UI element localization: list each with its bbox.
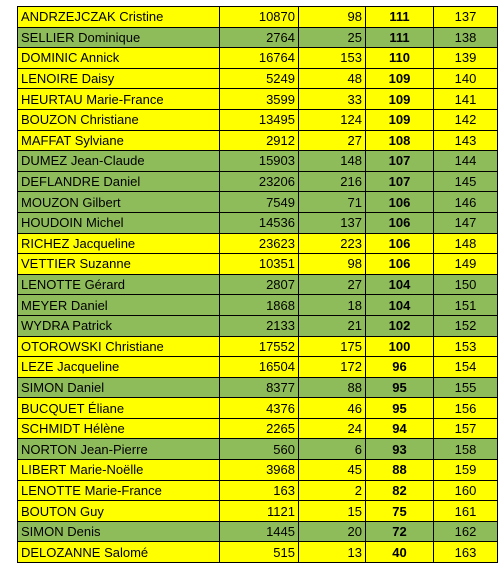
name-cell: RICHEZ Jacqueline (18, 233, 220, 254)
rank-cell: 155 (434, 377, 498, 398)
score-cell: 104 (366, 295, 434, 316)
value-a-cell: 23206 (220, 171, 299, 192)
value-a-cell: 2764 (220, 27, 299, 48)
score-cell: 106 (366, 254, 434, 275)
rank-cell: 158 (434, 439, 498, 460)
value-a-cell: 1445 (220, 521, 299, 542)
table-row (18, 27, 498, 48)
value-b-cell: 13 (299, 542, 366, 563)
table-row (18, 130, 498, 151)
value-b-cell: 175 (299, 336, 366, 357)
value-b-cell: 137 (299, 212, 366, 233)
value-a-cell: 1121 (220, 501, 299, 522)
score-cell: 94 (366, 418, 434, 439)
value-b-cell: 21 (299, 315, 366, 336)
rank-cell: 139 (434, 48, 498, 69)
name-cell: DEFLANDRE Daniel (18, 171, 220, 192)
score-cell: 88 (366, 460, 434, 481)
value-a-cell: 10870 (220, 7, 299, 28)
score-cell: 108 (366, 130, 434, 151)
value-a-cell: 13495 (220, 109, 299, 130)
score-cell: 106 (366, 233, 434, 254)
rank-cell: 145 (434, 171, 498, 192)
table-row (18, 480, 498, 501)
score-cell: 111 (366, 7, 434, 28)
score-cell: 72 (366, 521, 434, 542)
value-a-cell: 2265 (220, 418, 299, 439)
score-cell: 75 (366, 501, 434, 522)
value-b-cell: 148 (299, 151, 366, 172)
score-cell: 106 (366, 192, 434, 213)
value-a-cell: 23623 (220, 233, 299, 254)
rank-cell: 156 (434, 398, 498, 419)
table-row (18, 233, 498, 254)
value-b-cell: 45 (299, 460, 366, 481)
table-row (18, 171, 498, 192)
value-a-cell: 14536 (220, 212, 299, 233)
value-b-cell: 48 (299, 68, 366, 89)
table-row (18, 254, 498, 275)
table-row (18, 501, 498, 522)
table-row (18, 89, 498, 110)
name-cell: MEYER Daniel (18, 295, 220, 316)
rank-cell: 159 (434, 460, 498, 481)
rank-cell: 151 (434, 295, 498, 316)
value-b-cell: 33 (299, 89, 366, 110)
name-cell: DELOZANNE Salomé (18, 542, 220, 563)
score-cell: 107 (366, 151, 434, 172)
table-row (18, 151, 498, 172)
name-cell: LIBERT Marie-Noëlle (18, 460, 220, 481)
value-b-cell: 153 (299, 48, 366, 69)
score-cell: 109 (366, 89, 434, 110)
score-cell: 109 (366, 68, 434, 89)
value-a-cell: 15903 (220, 151, 299, 172)
table-row (18, 460, 498, 481)
value-b-cell: 46 (299, 398, 366, 419)
value-a-cell: 7549 (220, 192, 299, 213)
value-a-cell: 2912 (220, 130, 299, 151)
rank-cell: 142 (434, 109, 498, 130)
ranking-table-body (18, 7, 498, 563)
rank-cell: 160 (434, 480, 498, 501)
value-a-cell: 163 (220, 480, 299, 501)
table-row (18, 336, 498, 357)
value-a-cell: 3599 (220, 89, 299, 110)
value-b-cell: 223 (299, 233, 366, 254)
ranking-table (17, 6, 498, 563)
name-cell: BOUZON Christiane (18, 109, 220, 130)
value-b-cell: 124 (299, 109, 366, 130)
score-cell: 104 (366, 274, 434, 295)
name-cell: NORTON Jean-Pierre (18, 439, 220, 460)
score-cell: 106 (366, 212, 434, 233)
score-cell: 107 (366, 171, 434, 192)
rank-cell: 140 (434, 68, 498, 89)
score-cell: 102 (366, 315, 434, 336)
name-cell: SCHMIDT Hélène (18, 418, 220, 439)
table-row (18, 377, 498, 398)
table-row (18, 521, 498, 542)
score-cell: 109 (366, 109, 434, 130)
score-cell: 93 (366, 439, 434, 460)
table-row (18, 192, 498, 213)
table-row (18, 68, 498, 89)
value-b-cell: 15 (299, 501, 366, 522)
score-cell: 110 (366, 48, 434, 69)
name-cell: DUMEZ Jean-Claude (18, 151, 220, 172)
value-a-cell: 10351 (220, 254, 299, 275)
table-row (18, 357, 498, 378)
rank-cell: 144 (434, 151, 498, 172)
name-cell: MOUZON Gilbert (18, 192, 220, 213)
name-cell: WYDRA Patrick (18, 315, 220, 336)
value-a-cell: 16504 (220, 357, 299, 378)
rank-cell: 154 (434, 357, 498, 378)
name-cell: HOUDOIN Michel (18, 212, 220, 233)
name-cell: MAFFAT Sylviane (18, 130, 220, 151)
value-b-cell: 88 (299, 377, 366, 398)
rank-cell: 148 (434, 233, 498, 254)
rank-cell: 153 (434, 336, 498, 357)
name-cell: LEZE Jacqueline (18, 357, 220, 378)
score-cell: 40 (366, 542, 434, 563)
name-cell: VETTIER Suzanne (18, 254, 220, 275)
value-b-cell: 27 (299, 274, 366, 295)
name-cell: SIMON Daniel (18, 377, 220, 398)
score-cell: 111 (366, 27, 434, 48)
value-b-cell: 172 (299, 357, 366, 378)
table-row (18, 315, 498, 336)
score-cell: 95 (366, 398, 434, 419)
table-row (18, 439, 498, 460)
value-a-cell: 16764 (220, 48, 299, 69)
rank-cell: 141 (434, 89, 498, 110)
score-cell: 96 (366, 357, 434, 378)
name-cell: BOUTON Guy (18, 501, 220, 522)
value-a-cell: 2807 (220, 274, 299, 295)
value-a-cell: 8377 (220, 377, 299, 398)
table-row (18, 109, 498, 130)
rank-cell: 149 (434, 254, 498, 275)
table-row (18, 48, 498, 69)
rank-cell: 137 (434, 7, 498, 28)
table-row (18, 398, 498, 419)
value-b-cell: 25 (299, 27, 366, 48)
name-cell: SIMON Denis (18, 521, 220, 542)
value-a-cell: 5249 (220, 68, 299, 89)
value-b-cell: 216 (299, 171, 366, 192)
value-b-cell: 6 (299, 439, 366, 460)
value-a-cell: 3968 (220, 460, 299, 481)
name-cell: LENOTTE Gérard (18, 274, 220, 295)
value-a-cell: 4376 (220, 398, 299, 419)
rank-cell: 152 (434, 315, 498, 336)
value-b-cell: 98 (299, 254, 366, 275)
rank-cell: 162 (434, 521, 498, 542)
value-b-cell: 18 (299, 295, 366, 316)
table-row (18, 7, 498, 28)
rank-cell: 150 (434, 274, 498, 295)
name-cell: DOMINIC Annick (18, 48, 220, 69)
value-b-cell: 27 (299, 130, 366, 151)
rank-cell: 163 (434, 542, 498, 563)
value-b-cell: 71 (299, 192, 366, 213)
value-a-cell: 1868 (220, 295, 299, 316)
table-row (18, 212, 498, 233)
name-cell: OTOROWSKI Christiane (18, 336, 220, 357)
value-a-cell: 515 (220, 542, 299, 563)
value-a-cell: 17552 (220, 336, 299, 357)
rank-cell: 161 (434, 501, 498, 522)
value-b-cell: 20 (299, 521, 366, 542)
value-a-cell: 560 (220, 439, 299, 460)
name-cell: ANDRZEJCZAK Cristine (18, 7, 220, 28)
table-row (18, 542, 498, 563)
value-b-cell: 24 (299, 418, 366, 439)
rank-cell: 138 (434, 27, 498, 48)
name-cell: HEURTAU Marie-France (18, 89, 220, 110)
value-b-cell: 98 (299, 7, 366, 28)
rank-cell: 147 (434, 212, 498, 233)
rank-cell: 143 (434, 130, 498, 151)
table-row (18, 274, 498, 295)
score-cell: 82 (366, 480, 434, 501)
name-cell: LENOIRE Daisy (18, 68, 220, 89)
value-a-cell: 2133 (220, 315, 299, 336)
score-cell: 95 (366, 377, 434, 398)
name-cell: SELLIER Dominique (18, 27, 220, 48)
rank-cell: 146 (434, 192, 498, 213)
table-row (18, 418, 498, 439)
name-cell: LENOTTE Marie-France (18, 480, 220, 501)
rank-cell: 157 (434, 418, 498, 439)
table-row (18, 295, 498, 316)
value-b-cell: 2 (299, 480, 366, 501)
name-cell: BUCQUET Éliane (18, 398, 220, 419)
score-cell: 100 (366, 336, 434, 357)
